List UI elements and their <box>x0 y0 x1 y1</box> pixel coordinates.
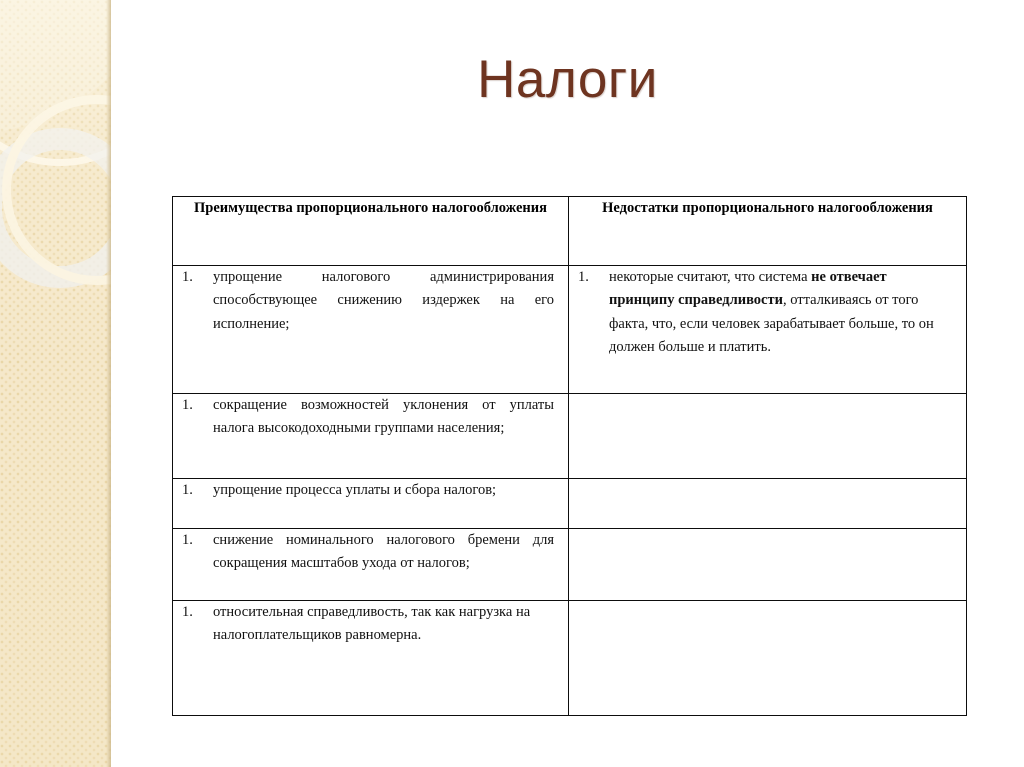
disadvantage-cell-3-empty <box>569 479 967 529</box>
advantage-text-1: упрощение налогового администрирования способствующее снижению издержек на его исполнение; <box>213 269 554 332</box>
disadvantage-cell-2-empty <box>569 394 967 479</box>
table-row <box>173 529 967 601</box>
table-header-row <box>173 197 967 266</box>
advantage-cell-2 <box>173 394 569 479</box>
disadvantage-text-1: некоторые считают, что система не отвечает принципу справедливости, отталкиваясь от того факта, что, если человек зарабатывает больше, то он должен больше и платить. <box>609 269 934 356</box>
slide-title: Налоги <box>477 50 658 109</box>
advantage-cell-4 <box>173 529 569 601</box>
table-row <box>173 479 967 529</box>
advantage-text-3: упрощение процесса уплаты и сбора налогов; <box>213 482 497 498</box>
advantage-text-2: сокращение возможностей уклонения от уплаты налога высокодоходными группами населения; <box>213 397 554 437</box>
table-row <box>173 394 967 479</box>
list-number: 1. <box>578 269 589 285</box>
disadvantage-cell-4-empty <box>569 529 967 601</box>
decorative-sidebar <box>0 0 111 767</box>
comparison-table <box>172 196 967 716</box>
advantage-cell-5 <box>173 601 569 716</box>
table-body <box>173 266 967 716</box>
list-number: 1. <box>182 397 193 413</box>
table-header-advantages: Преимущества пропорционального налогообложения <box>173 197 569 266</box>
list-number: 1. <box>182 269 193 285</box>
sidebar-gradient-wash <box>0 0 111 767</box>
disadvantage-cell-1 <box>569 266 967 394</box>
advantage-cell-1 <box>173 266 569 394</box>
disadvantage-cell-5-empty <box>569 601 967 716</box>
table-row <box>173 601 967 716</box>
advantage-text-5: относительная справедливость, так как нагрузка на налогоплательщиков равномерна. <box>213 604 531 644</box>
advantage-cell-3 <box>173 479 569 529</box>
list-number: 1. <box>182 604 193 620</box>
sidebar-right-edge <box>106 0 111 767</box>
table-header-disadvantages: Недостатки пропорционального налогообложения <box>569 197 967 266</box>
table-row <box>173 266 967 394</box>
advantage-text-4: снижение номинального налогового бремени для сокращения масштабов ухода от налогов; <box>213 532 554 572</box>
list-number: 1. <box>182 532 193 548</box>
list-number: 1. <box>182 482 193 498</box>
